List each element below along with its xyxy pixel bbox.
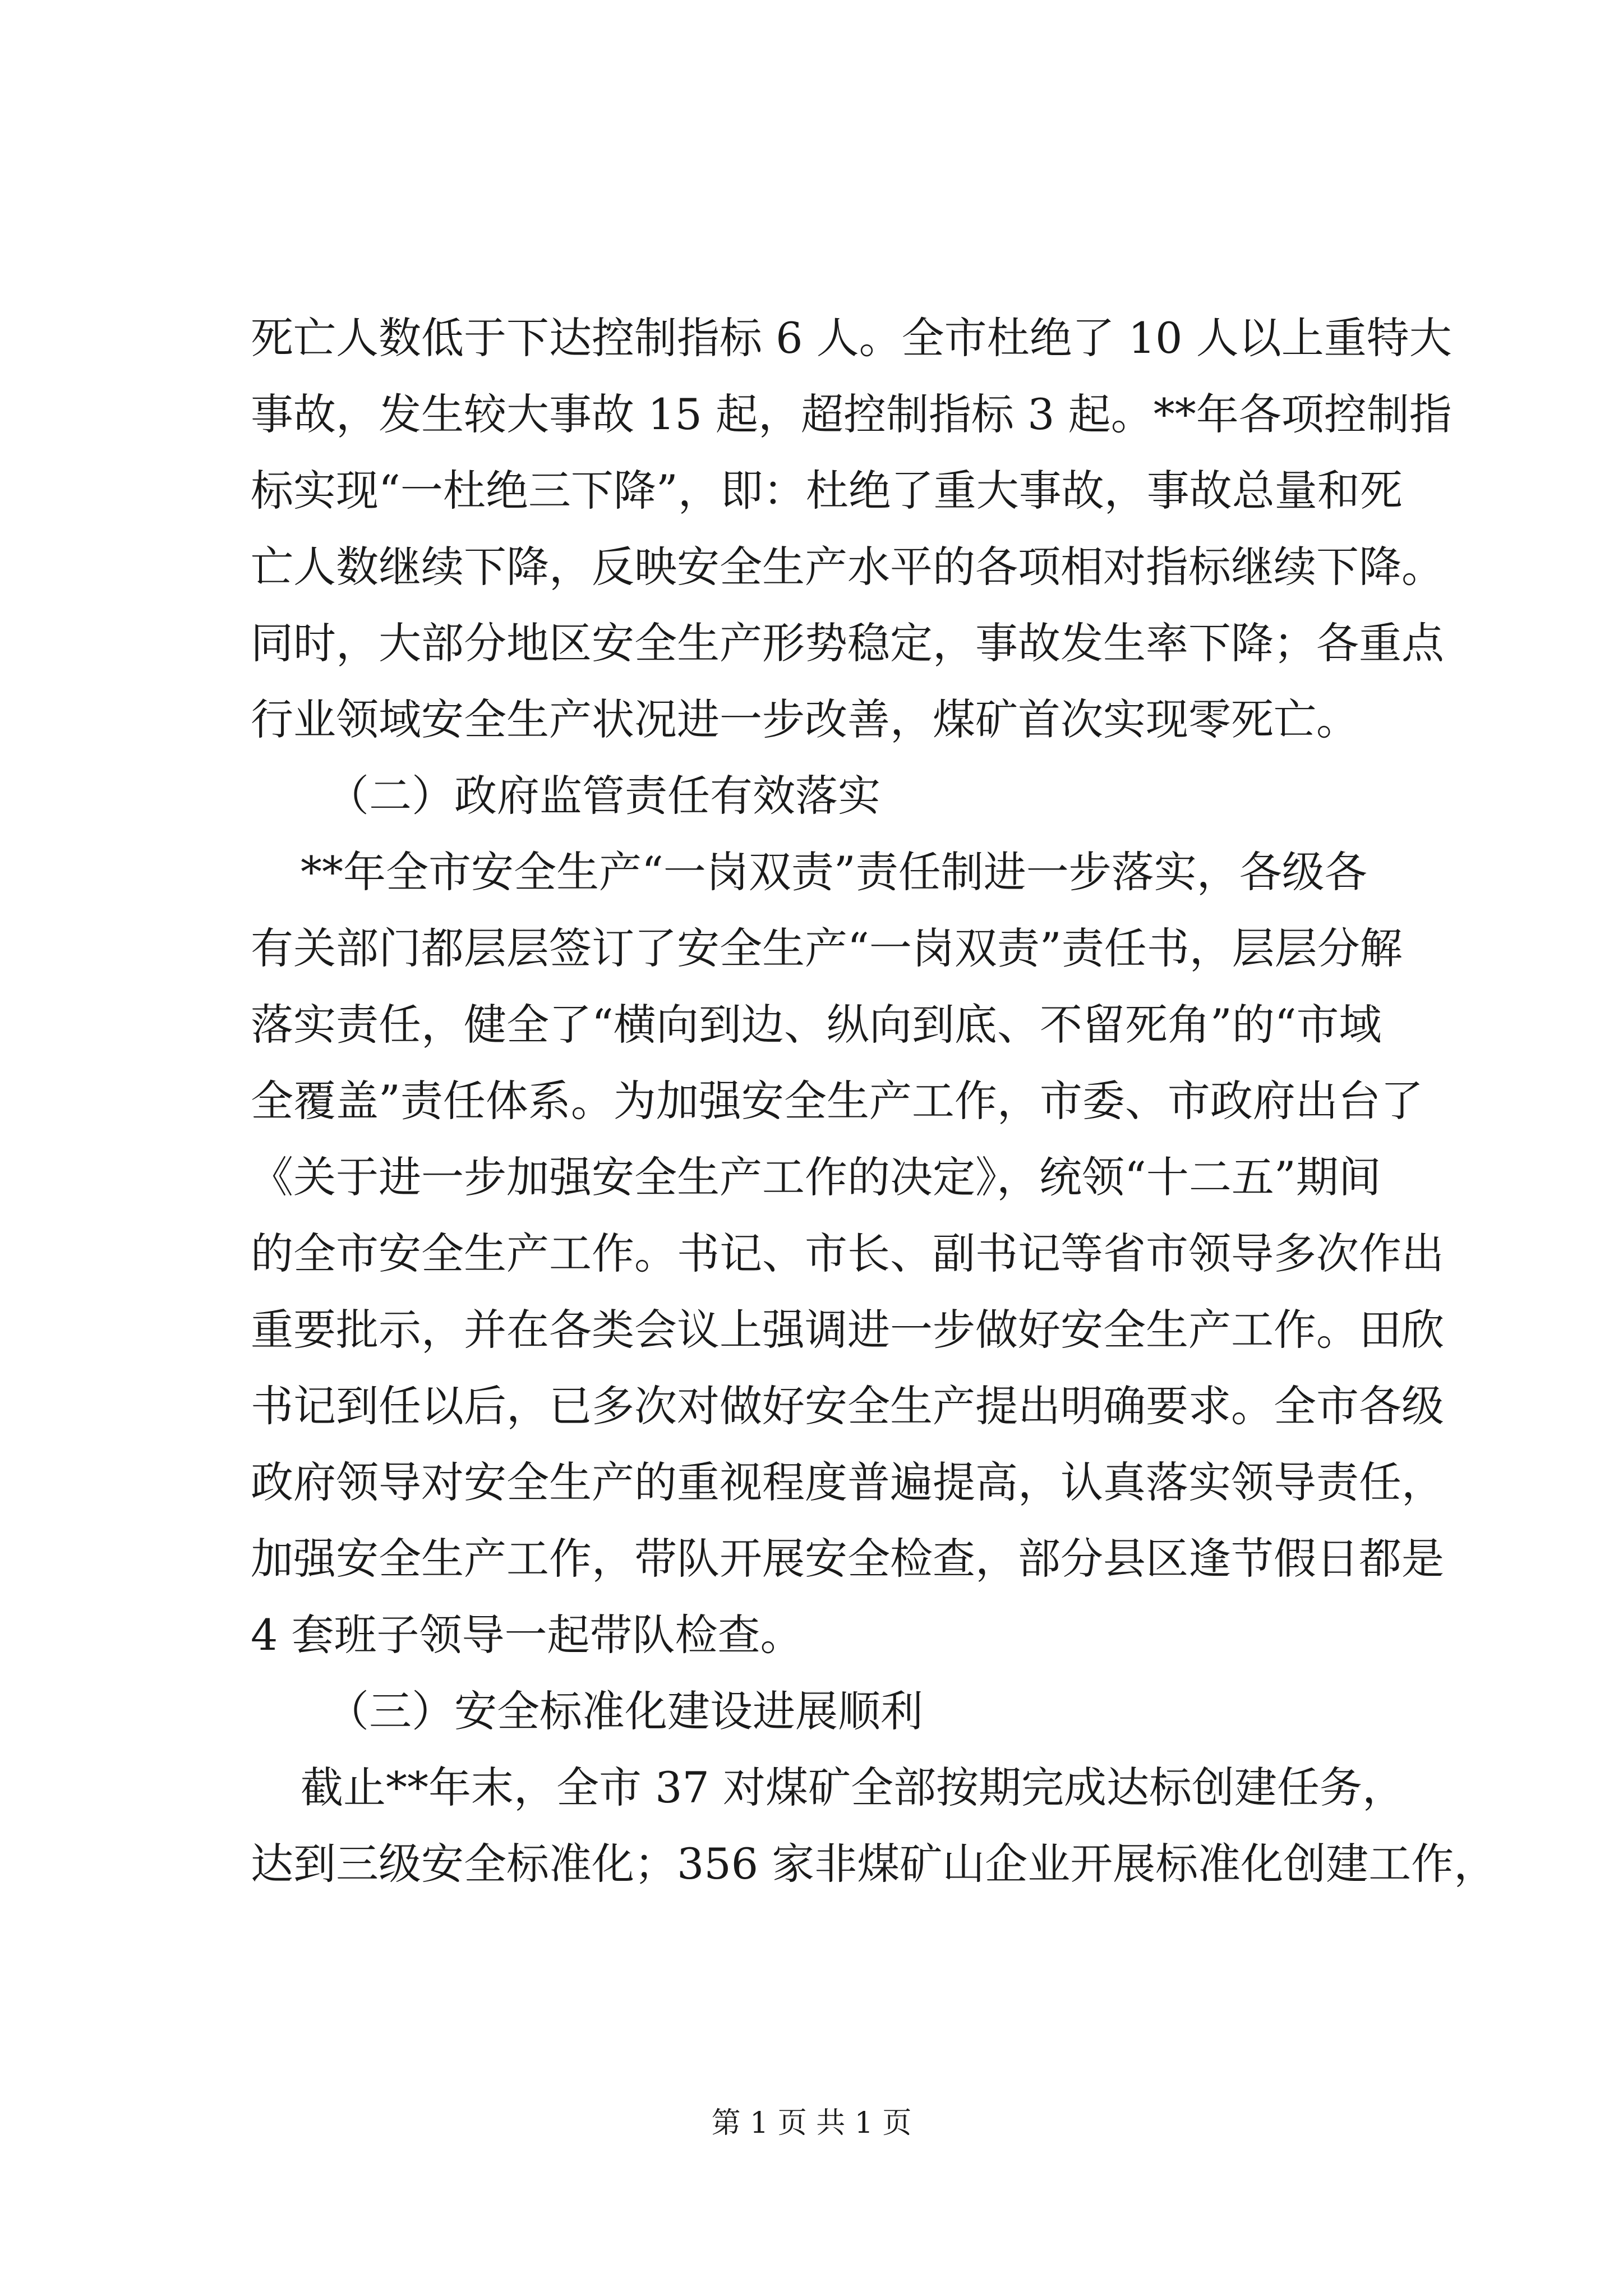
page-footer xyxy=(0,2095,1623,2151)
text-line-content: 标实现“一杜绝三下降”，即：杜绝了重大事故，事故总量和死 xyxy=(251,466,1403,516)
text-line-content: 同时，大部分地区安全生产形势稳定，事故发生率下降；各重点 xyxy=(251,618,1444,668)
text-line-content: 亡人数继续下降，反映安全生产水平的各项相对指标继续下降。 xyxy=(251,542,1444,592)
text-line-content: 有关部门都层层签订了安全生产“一岗双责”责任书，层层分解 xyxy=(251,923,1403,973)
text-line-content: 4 套班子领导一起带队检查。 xyxy=(251,1610,803,1660)
text-line-content: **年全市安全生产“一岗双责”责任制进一步落实，各级各 xyxy=(301,847,1367,897)
text-line-content: 截止**年末，全市 37 对煤矿全部按期完成达标创建任务， xyxy=(301,1763,1405,1812)
text-line-content: 书记到任以后，已多次对做好安全生产提出明确要求。全市各级 xyxy=(251,1381,1444,1431)
text-line-content: 落实责任，健全了“横向到边、纵向到底、不留死角”的“市域 xyxy=(251,1000,1382,1050)
text-line-content: 重要批示，并在各类会议上强调进一步做好安全生产工作。田欣 xyxy=(251,1305,1444,1355)
text-line-content: 死亡人数低于下达控制指标 6 人。全市杜绝了 10 人以上重特大 xyxy=(251,313,1452,363)
text-line-content: 加强安全生产工作，带队开展安全检查，部分县区逢节假日都是 xyxy=(251,1534,1444,1584)
text-line-content: 行业领域安全生产状况进一步改善，煤矿首次实现零死亡。 xyxy=(251,694,1359,744)
text-line-content: 《关于进一步加强安全生产工作的决定》，统领“十二五”期间 xyxy=(251,1152,1381,1202)
section-heading-text: （三）安全标准化建设进展顺利 xyxy=(326,1686,923,1736)
section-heading-text: （二）政府监管责任有效落实 xyxy=(326,771,880,821)
text-line-content: 的全市安全生产工作。书记、市长、副书记等省市领导多次作出 xyxy=(251,1228,1444,1278)
page-number-label: 第 1 页 共 1 页 xyxy=(711,2106,912,2140)
text-line-content: 政府领导对安全生产的重视程度普遍提高，认真落实领导责任， xyxy=(251,1457,1444,1507)
text-line-content: 事故，发生较大事故 15 起，超控制指标 3 起。**年各项控制指 xyxy=(251,389,1452,439)
text-line-content: 达到三级安全标准化；356 家非煤矿山企业开展标准化创建工作， xyxy=(251,1839,1497,1889)
text-line-21 xyxy=(0,1819,1623,1909)
text-line-content: 全覆盖”责任体系。为加强安全生产工作，市委、市政府出台了 xyxy=(251,1076,1423,1126)
